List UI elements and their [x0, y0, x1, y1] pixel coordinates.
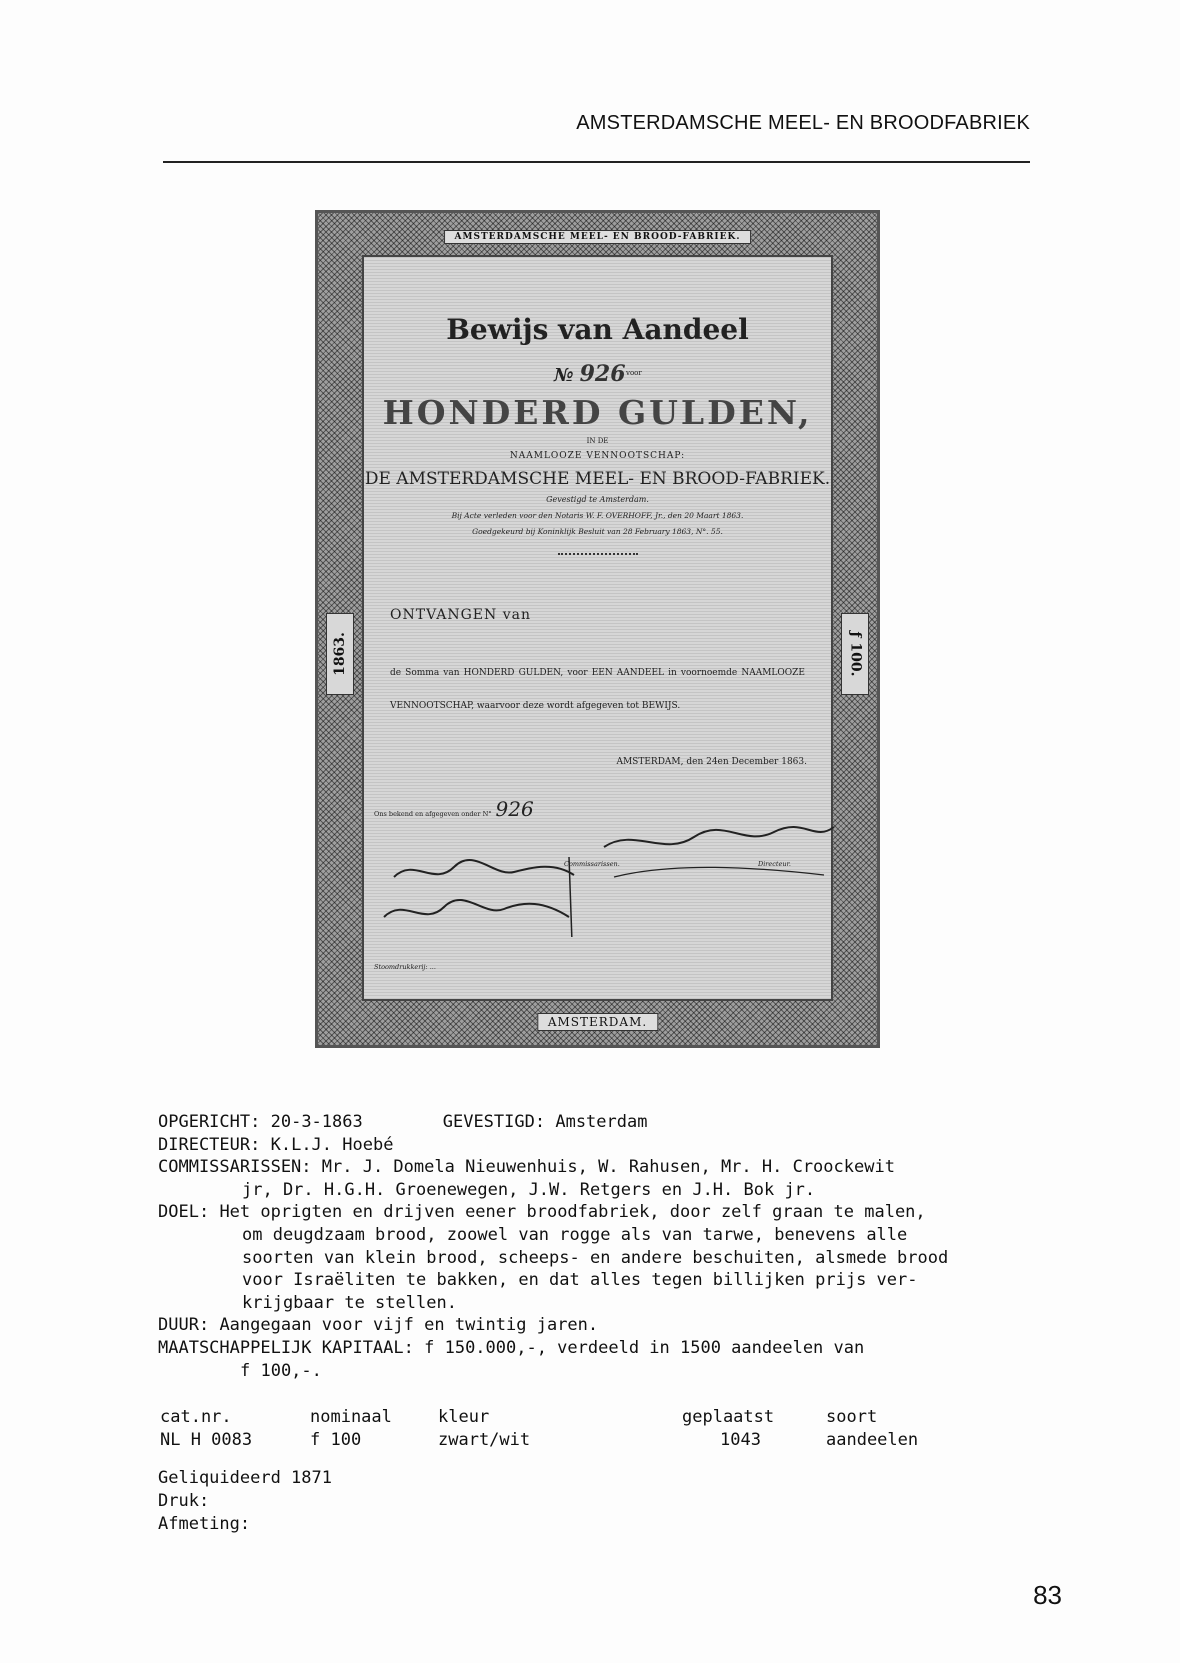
col-geplaatst: geplaatst: [682, 1407, 775, 1427]
certificate-in-de: IN DE: [586, 437, 609, 445]
info-block: [158, 1111, 948, 1382]
certificate-roles: Commissarissen. Directeur.: [564, 860, 791, 868]
certificate-banner-bottom: AMSTERDAM.: [537, 1013, 658, 1031]
col-kleur: kleur: [438, 1407, 490, 1427]
cell-soort: aandeelen: [826, 1430, 919, 1450]
certificate-body: [362, 255, 833, 1001]
certificate-seat: Gevestigd te Amsterdam.: [546, 495, 649, 504]
certificate-voor: voor: [626, 369, 642, 377]
row-commissarissen: COMMISSARISSEN: Mr. J. Domela Nieuwenhuis, W. Rahusen, Mr. H. Croockewit: [158, 1157, 895, 1178]
certificate-ornament: [558, 553, 638, 555]
col-nominaal: nominaal: [310, 1407, 392, 1427]
row-duur: DUUR: Aangegaan voor vijf en twintig jaren.: [158, 1315, 599, 1336]
certificate-company: DE AMSTERDAMSCHE MEEL- EN BROOD-FABRIEK.: [364, 469, 831, 489]
certificate-side-value: ƒ 100.: [841, 613, 869, 695]
page-number: 83: [1033, 1580, 1062, 1610]
row-directeur: DIRECTEUR: K.L.J. Hoebé: [158, 1134, 394, 1155]
share-certificate-image: [315, 210, 880, 1048]
certificate-nv: NAAMLOOZE VENNOOTSCHAP:: [509, 451, 686, 461]
row-opgericht: OPGERICHT: 20-3-1863 GEVESTIGD: Amsterdam: [158, 1112, 648, 1132]
col-soort: soort: [826, 1407, 878, 1427]
tail-block: [158, 1467, 332, 1536]
druk: Druk:: [158, 1491, 210, 1511]
col-catnr: cat.nr.: [160, 1407, 232, 1427]
row-doel: DOEL: Het oprigten en drijven eener broodfabriek, door zelf graan te malen,: [158, 1202, 926, 1223]
certificate-side-year: 1863.: [326, 613, 354, 695]
certificate-text: de Somma van HONDERD GULDEN, voor EEN AANDEEL in voornoemde NAAMLOOZE VENNOOTSCHAP, waarvoor deze wordt afgegeven tot BEWIJS.: [390, 668, 805, 711]
certificate-registered: Ons bekend en afgegeven onder N° 926: [374, 797, 534, 821]
cell-catnr: NL H 0083: [160, 1430, 253, 1450]
row-commissarissen-cont: jr, Dr. H.G.H. Groenewegen, J.W. Retgers en J.H. Bok jr.: [242, 1179, 816, 1200]
certificate-banner-top: AMSTERDAMSCHE MEEL- EN BROOD-FABRIEK.: [444, 230, 752, 244]
header-rule: [163, 161, 1030, 163]
cell-kleur: zwart/wit: [438, 1430, 531, 1450]
cell-geplaatst: 1043: [720, 1430, 761, 1450]
row-doel-3: soorten van klein brood, scheeps- en andere beschuiten, alsmede brood: [242, 1247, 949, 1268]
certificate-signatures: [374, 817, 844, 937]
cell-nominaal: f 100: [310, 1430, 362, 1450]
certificate-acte: Bij Acte verleden voor den Notaris W. F. OVERHOFF, Jr., den 20 Maart 1863.: [451, 511, 744, 520]
afmeting: Afmeting:: [158, 1514, 251, 1534]
row-doel-2: om deugdzaam brood, zoowel van rogge als van tarwe, benevens alle: [242, 1224, 908, 1245]
running-title: AMSTERDAMSCHE MEEL- EN BROODFABRIEK: [576, 112, 1030, 134]
row-kapitaal: MAATSCHAPPELIJK KAPITAAL: f 150.000,-, verdeeld in 1500 aandeelen van: [158, 1337, 865, 1358]
geliquideerd: Geliquideerd 1871: [158, 1468, 332, 1488]
certificate-ontvangen: ONTVANGEN van: [390, 607, 531, 623]
certificate-amount: HONDERD GULDEN,: [382, 393, 813, 432]
row-kapitaal-cont: f 100,-.: [240, 1360, 322, 1381]
certificate-approved: Goedgekeurd bij Koninklijk Besluit van 28 February 1863, N°. 55.: [472, 527, 723, 536]
certificate-printer: Stoomdrukkerij: ...: [374, 963, 436, 971]
row-doel-4: voor Israëliten te bakken, en dat alles tegen billijken prijs ver-: [242, 1270, 918, 1291]
certificate-date: AMSTERDAM, den 24en December 1863.: [616, 757, 807, 767]
certificate-title: Bewijs van Aandeel: [446, 313, 749, 346]
row-doel-5: krijgbaar te stellen.: [242, 1292, 457, 1313]
certificate-number: № 926: [554, 361, 626, 387]
